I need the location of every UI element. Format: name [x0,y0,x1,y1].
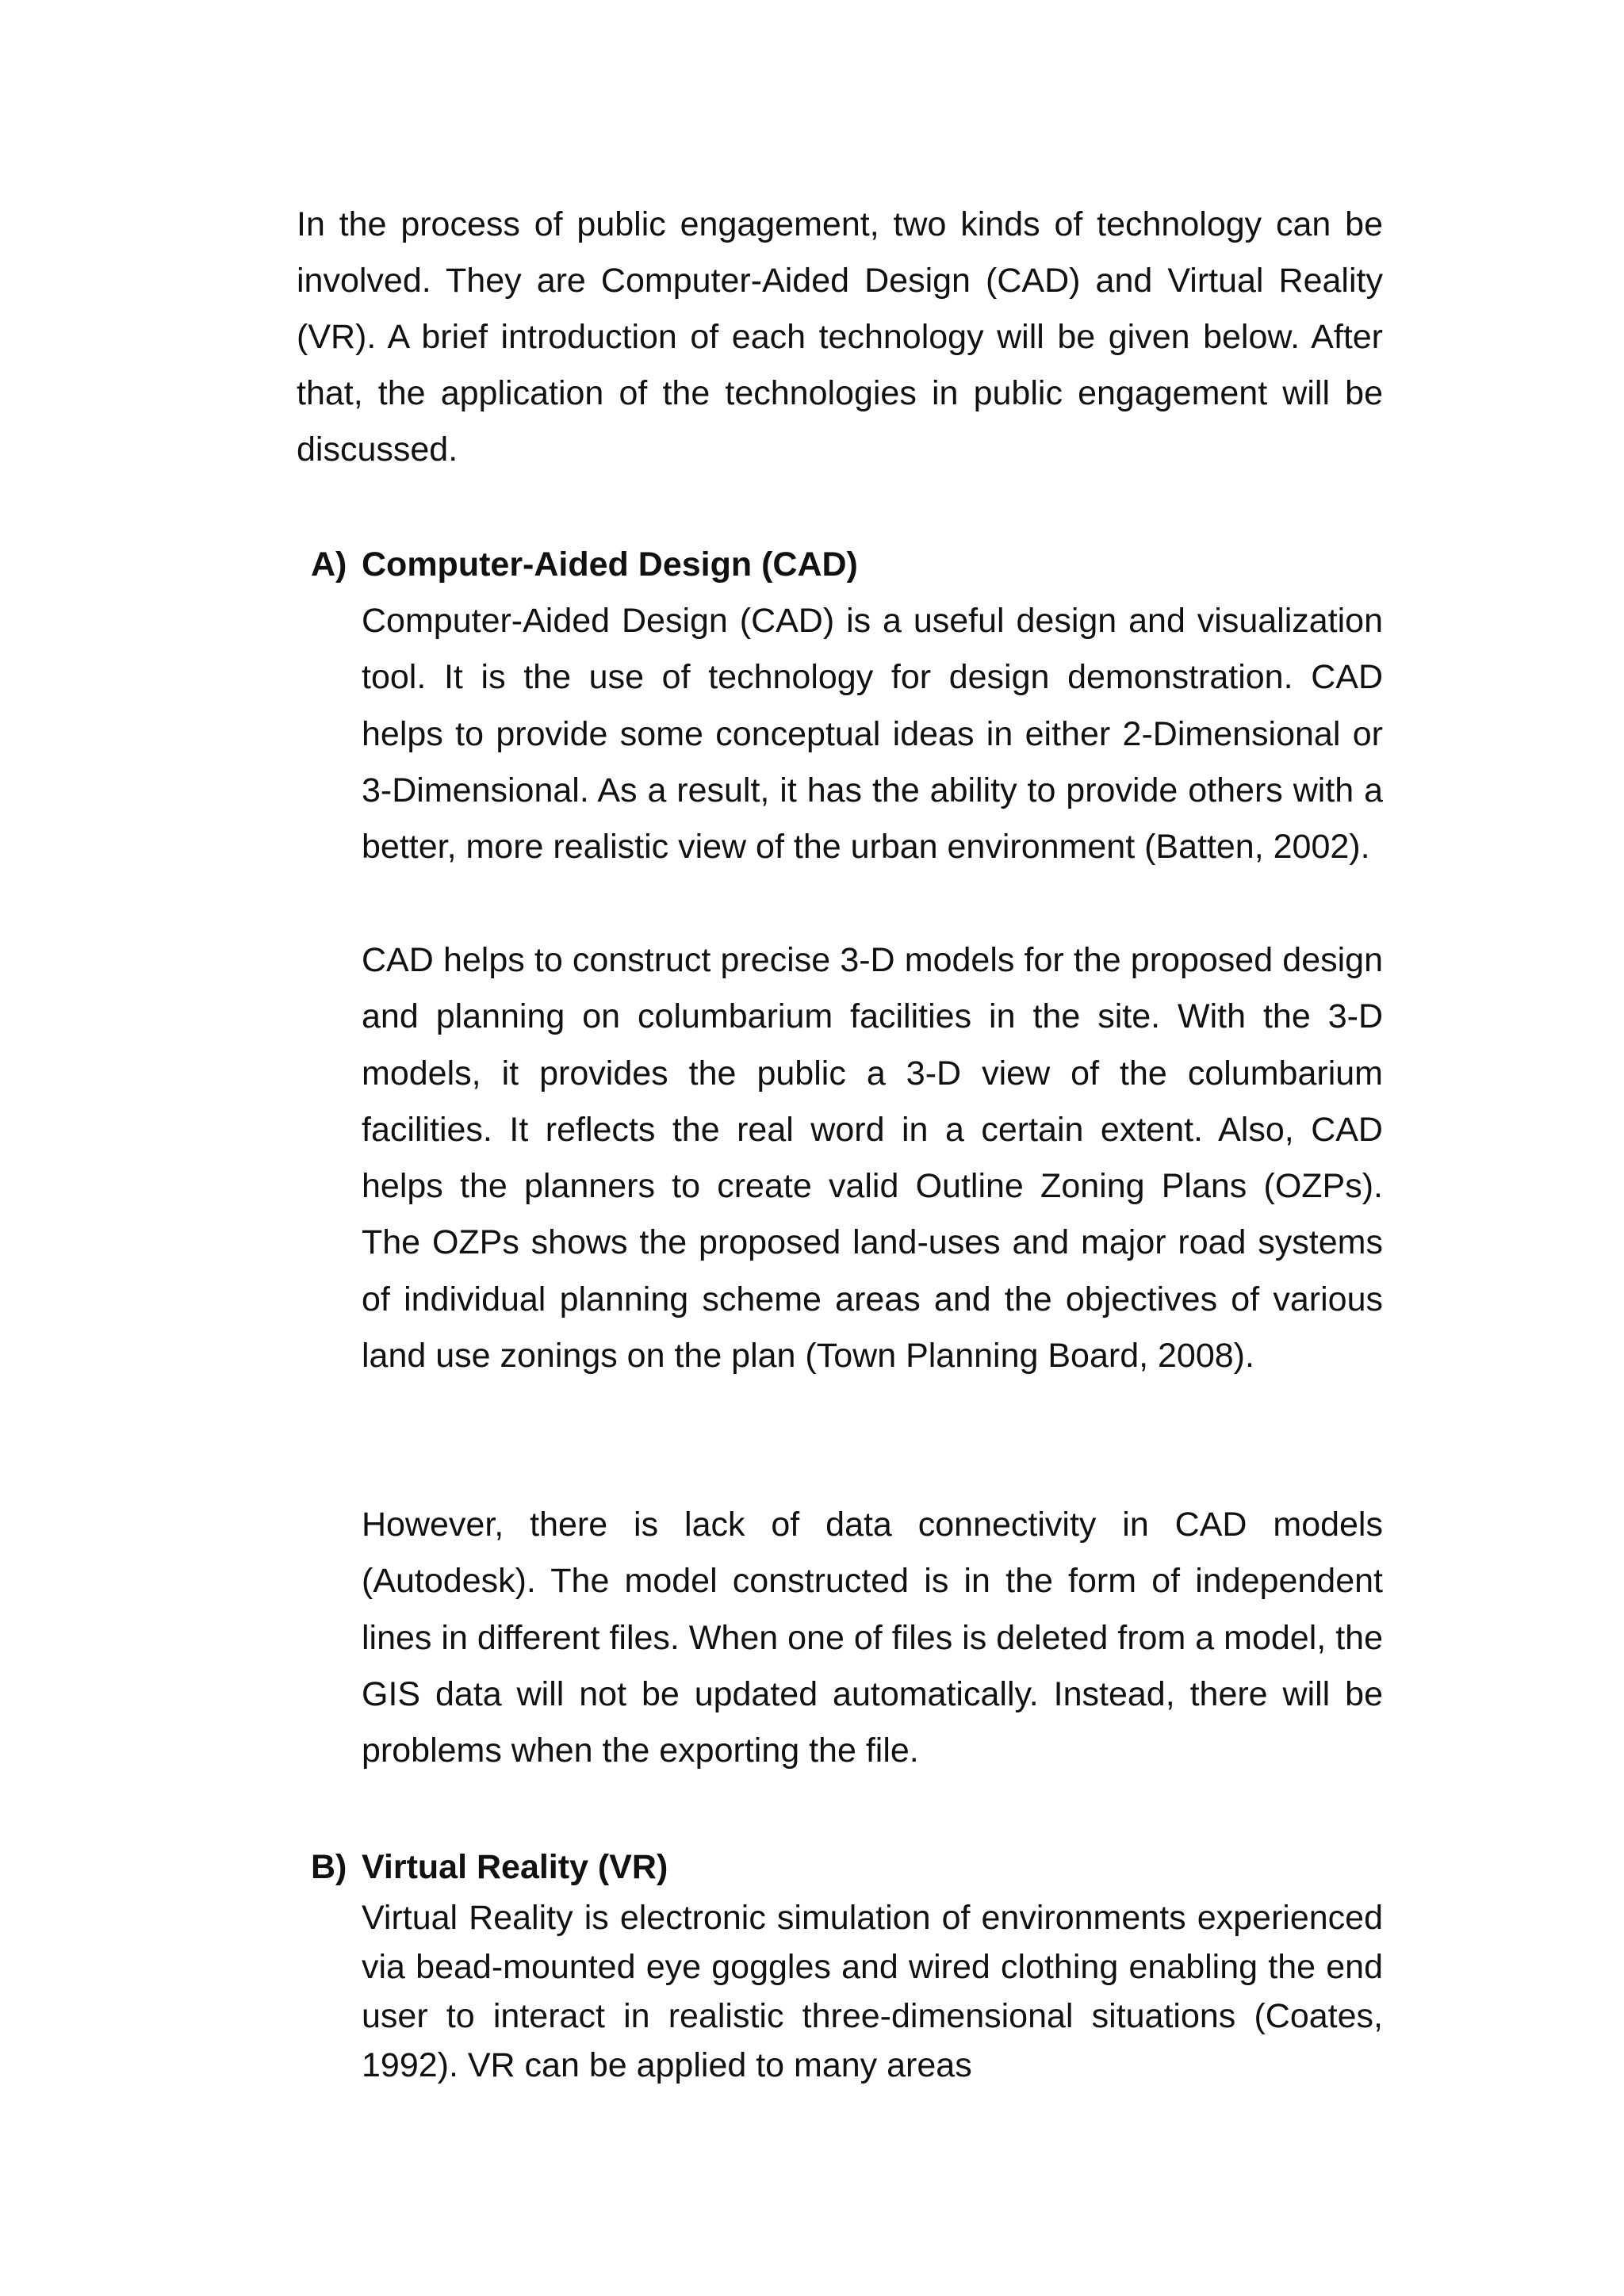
section-a-paragraph-3: However, there is lack of data connectivity in CAD models (Autodesk). The model constructed is in the form of independent lines in different files. When one of files is deleted from a model, the GIS data will not be updated automatically. Instead, there will be problems when the exporting the file. [362,1506,1383,1770]
section-a-title: Computer-Aided Design (CAD) [362,545,858,584]
section-a-paragraph-1: Computer-Aided Design (CAD) is a useful design and visualization tool. It is the use of technology for design demonstration. CAD helps to provide some conceptual ideas in either 2-Dimensional or 3-Dimensional. As a result, it has the ability to provide others with a better, more realistic view of the urban environment (Batten, 2002). [362,602,1383,867]
section-b-paragraph-1: Virtual Reality is electronic simulation of environments experienced via bead-mounted eye goggles and wired clothing enabling the end user to interact in realistic three-dimensional situations (Coates, 1992). VR can be applied to many areas [362,1899,1383,2084]
section-a-heading [311,537,858,593]
section-a-marker: A) [311,545,347,584]
section-a-paragraph-2: CAD helps to construct precise 3-D models for the proposed design and planning on columbarium facilities in the site. With the 3-D models, it provides the public a 3-D view of the columbarium facilities. It reflects the real word in a certain extent. Also, CAD helps the planners to create valid Outline Zoning Plans (OZPs). The OZPs shows the proposed land-uses and major road systems of individual planning scheme areas and the objectives of various land use zonings on the plan (Town Planning Board, 2008). [362,941,1383,1376]
section-b-title: Virtual Reality (VR) [362,1848,668,1886]
intro-paragraph: In the process of public engagement, two kinds of technology can be involved. They are Computer-Aided Design (CAD) and Virtual Reality (VR). A brief introduction of each technology will be given below. After that, the application of the technologies in public engagement will be discussed. [297,205,1383,469]
section-b-marker: B) [311,1848,347,1886]
section-b-heading [311,1839,668,1896]
